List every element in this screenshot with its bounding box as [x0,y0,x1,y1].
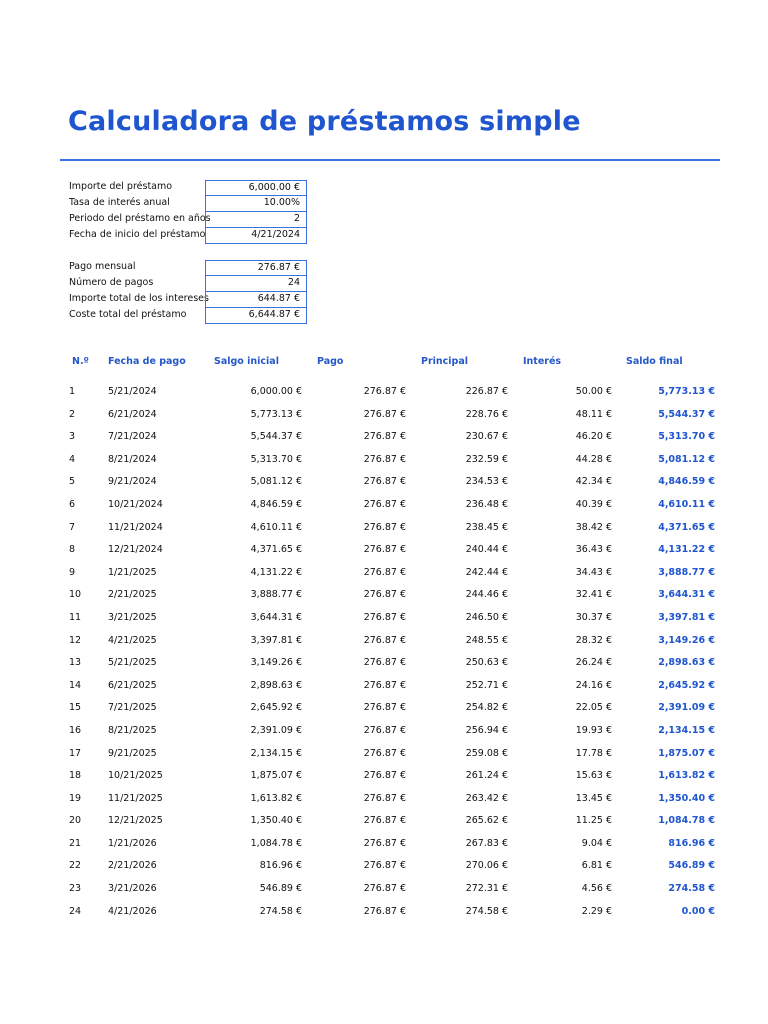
principal-amount-cell: 242.44 € [465,566,508,578]
payment-date-cell: 8/21/2024 [108,453,157,465]
payment-amount-cell: 276.87 € [363,905,406,917]
closing-balance-cell: 0.00 € [681,905,715,917]
interest-amount-cell: 34.43 € [575,566,612,578]
opening-balance-cell: 1,084.78 € [250,837,302,849]
payment-date-cell: 5/21/2024 [108,386,157,397]
interest-amount-cell: 13.45 € [575,792,612,804]
payment-date-cell: 2/21/2026 [108,860,157,872]
table-row [0,838,768,861]
opening-balance-cell: 3,149.26 € [250,657,302,669]
principal-amount-cell: 259.08 € [465,747,508,759]
table-row [0,454,768,477]
amortization-table-header [0,356,768,370]
monthly-payment-value: 276.87 € [205,260,307,276]
table-row [0,544,768,567]
payment-number-cell: 3 [69,431,76,443]
principal-amount-cell: 230.67 € [465,431,508,443]
table-row [0,386,768,409]
table-row [0,860,768,883]
principal-amount-cell: 261.24 € [465,770,508,782]
table-row [0,409,768,432]
column-header-payment: Pago [317,356,344,367]
payment-date-cell: 3/21/2025 [108,611,157,623]
interest-amount-cell: 26.24 € [575,657,612,669]
closing-balance-cell: 1,875.07 € [658,747,715,759]
table-row [0,883,768,906]
interest-amount-cell: 4.56 € [581,883,612,895]
principal-amount-cell: 270.06 € [465,860,508,872]
table-row [0,431,768,454]
payment-date-cell: 8/21/2025 [108,724,157,736]
closing-balance-cell: 2,391.09 € [658,702,715,714]
interest-amount-cell: 17.78 € [575,747,612,759]
closing-balance-cell: 2,898.63 € [658,657,715,669]
start-date-label: Fecha de inicio del préstamo [69,229,206,240]
table-row [0,815,768,838]
table-row [0,680,768,703]
table-row [0,635,768,658]
payment-amount-cell: 276.87 € [363,408,406,420]
opening-balance-cell: 4,610.11 € [250,521,302,533]
payment-number-cell: 14 [69,679,82,691]
payment-number-cell: 2 [69,408,76,420]
column-header-opening-balance: Salgo inicial [214,356,279,367]
opening-balance-cell: 5,081.12 € [250,476,302,488]
payment-amount-cell: 276.87 € [363,386,406,397]
principal-amount-cell: 240.44 € [465,544,508,556]
interest-amount-cell: 22.05 € [575,702,612,714]
interest-amount-cell: 24.16 € [575,679,612,691]
opening-balance-cell: 1,613.82 € [250,792,302,804]
total-interest-label: Importe total de los intereses [69,293,209,304]
column-header-principal: Principal [421,356,469,367]
payment-count-value: 24 [205,276,307,292]
page-title: Calculadora de préstamos simple [68,106,581,137]
payment-amount-cell: 276.87 € [363,611,406,623]
payment-amount-cell: 276.87 € [363,679,406,691]
start-date-field[interactable]: 4/21/2024 [205,228,307,244]
column-header-interest: Interés [523,356,562,367]
table-row [0,567,768,590]
loan-period-label: Periodo del préstamo en años [69,213,211,224]
payment-date-cell: 11/21/2025 [108,792,163,804]
opening-balance-cell: 3,644.31 € [250,611,302,623]
closing-balance-cell: 5,081.12 € [658,453,715,465]
interest-amount-cell: 48.11 € [575,408,612,420]
interest-amount-cell: 40.39 € [575,498,612,510]
table-row [0,499,768,522]
payment-amount-cell: 276.87 € [363,702,406,714]
opening-balance-cell: 1,350.40 € [250,815,302,827]
opening-balance-cell: 4,131.22 € [250,566,302,578]
interest-amount-cell: 30.37 € [575,611,612,623]
payment-number-cell: 15 [69,702,82,714]
payment-amount-cell: 276.87 € [363,815,406,827]
principal-amount-cell: 234.53 € [465,476,508,488]
payment-number-cell: 16 [69,724,82,736]
opening-balance-cell: 2,645.92 € [250,702,302,714]
payment-amount-cell: 276.87 € [363,883,406,895]
table-row [0,522,768,545]
payment-amount-cell: 276.87 € [363,453,406,465]
opening-balance-cell: 5,313.70 € [250,453,302,465]
closing-balance-cell: 1,350.40 € [658,792,715,804]
payment-amount-cell: 276.87 € [363,634,406,646]
closing-balance-cell: 1,613.82 € [658,770,715,782]
table-row [0,725,768,748]
opening-balance-cell: 816.96 € [259,860,302,872]
opening-balance-cell: 274.58 € [259,905,302,917]
closing-balance-cell: 4,371.65 € [658,521,715,533]
payment-date-cell: 2/21/2025 [108,589,157,601]
loan-period-field[interactable]: 2 [205,212,307,228]
closing-balance-cell: 4,610.11 € [658,498,715,510]
principal-amount-cell: 263.42 € [465,792,508,804]
principal-amount-cell: 274.58 € [465,905,508,917]
table-row [0,612,768,635]
principal-amount-cell: 226.87 € [465,386,508,397]
closing-balance-cell: 4,846.59 € [658,476,715,488]
principal-amount-cell: 232.59 € [465,453,508,465]
principal-amount-cell: 248.55 € [465,634,508,646]
payment-number-cell: 24 [69,905,82,917]
closing-balance-cell: 2,645.92 € [658,679,715,691]
payment-date-cell: 4/21/2025 [108,634,157,646]
payment-amount-cell: 276.87 € [363,792,406,804]
loan-amount-field[interactable]: 6,000.00 € [205,180,307,196]
opening-balance-cell: 5,544.37 € [250,431,302,443]
table-row [0,770,768,793]
loan-amount-label: Importe del préstamo [69,181,173,192]
column-header-payment-date: Fecha de pago [108,356,186,367]
interest-amount-cell: 44.28 € [575,453,612,465]
interest-amount-cell: 9.04 € [581,837,612,849]
principal-amount-cell: 256.94 € [465,724,508,736]
interest-rate-label: Tasa de interés anual [69,197,170,208]
table-row [0,476,768,499]
closing-balance-cell: 274.58 € [668,883,715,895]
opening-balance-cell: 1,875.07 € [250,770,302,782]
opening-balance-cell: 5,773.13 € [250,408,302,420]
principal-amount-cell: 246.50 € [465,611,508,623]
closing-balance-cell: 5,313.70 € [658,431,715,443]
monthly-payment-label: Pago mensual [69,261,136,272]
payment-date-cell: 12/21/2024 [108,544,163,556]
closing-balance-cell: 4,131.22 € [658,544,715,556]
payment-date-cell: 11/21/2024 [108,521,163,533]
payment-number-cell: 19 [69,792,82,804]
payment-amount-cell: 276.87 € [363,589,406,601]
principal-amount-cell: 244.46 € [465,589,508,601]
payment-number-cell: 8 [69,544,76,556]
payment-amount-cell: 276.87 € [363,860,406,872]
table-row [0,657,768,680]
total-cost-value: 6,644.87 € [205,308,307,324]
payment-date-cell: 12/21/2025 [108,815,163,827]
opening-balance-cell: 3,888.77 € [250,589,302,601]
payment-number-cell: 7 [69,521,76,533]
payment-date-cell: 10/21/2024 [108,498,163,510]
opening-balance-cell: 6,000.00 € [250,386,302,397]
payment-date-cell: 5/21/2025 [108,657,157,669]
interest-amount-cell: 15.63 € [575,770,612,782]
amortization-table-body [0,386,768,928]
closing-balance-cell: 3,149.26 € [658,634,715,646]
total-cost-label: Coste total del préstamo [69,309,187,320]
payment-amount-cell: 276.87 € [363,431,406,443]
payment-amount-cell: 276.87 € [363,521,406,533]
payment-number-cell: 20 [69,815,82,827]
closing-balance-cell: 3,888.77 € [658,566,715,578]
interest-amount-cell: 38.42 € [575,521,612,533]
table-row [0,906,768,929]
payment-number-cell: 13 [69,657,82,669]
closing-balance-cell: 5,544.37 € [658,408,715,420]
closing-balance-cell: 2,134.15 € [658,724,715,736]
opening-balance-cell: 3,397.81 € [250,634,302,646]
principal-amount-cell: 238.45 € [465,521,508,533]
title-divider [60,159,720,161]
principal-amount-cell: 250.63 € [465,657,508,669]
table-row [0,748,768,771]
interest-amount-cell: 32.41 € [575,589,612,601]
opening-balance-cell: 546.89 € [259,883,302,895]
payment-number-cell: 4 [69,453,76,465]
interest-amount-cell: 50.00 € [575,386,612,397]
payment-date-cell: 1/21/2025 [108,566,157,578]
payment-amount-cell: 276.87 € [363,544,406,556]
interest-amount-cell: 36.43 € [575,544,612,556]
payment-number-cell: 17 [69,747,82,759]
payment-number-cell: 9 [69,566,76,578]
table-row [0,702,768,725]
interest-amount-cell: 2.29 € [581,905,612,917]
payment-number-cell: 11 [69,611,82,623]
payment-date-cell: 7/21/2025 [108,702,157,714]
principal-amount-cell: 272.31 € [465,883,508,895]
payment-date-cell: 7/21/2024 [108,431,157,443]
interest-amount-cell: 28.32 € [575,634,612,646]
payment-date-cell: 6/21/2024 [108,408,157,420]
payment-date-cell: 6/21/2025 [108,679,157,691]
closing-balance-cell: 3,644.31 € [658,589,715,601]
payment-date-cell: 4/21/2026 [108,905,157,917]
opening-balance-cell: 2,391.09 € [250,724,302,736]
principal-amount-cell: 228.76 € [465,408,508,420]
payment-amount-cell: 276.87 € [363,566,406,578]
payment-count-label: Número de pagos [69,277,154,288]
interest-amount-cell: 11.25 € [575,815,612,827]
opening-balance-cell: 2,898.63 € [250,679,302,691]
payment-number-cell: 21 [69,837,82,849]
principal-amount-cell: 265.62 € [465,815,508,827]
table-row [0,589,768,612]
payment-amount-cell: 276.87 € [363,657,406,669]
payment-date-cell: 9/21/2025 [108,747,157,759]
payment-number-cell: 12 [69,634,82,646]
payment-number-cell: 1 [69,386,76,397]
payment-amount-cell: 276.87 € [363,837,406,849]
payment-amount-cell: 276.87 € [363,747,406,759]
payment-date-cell: 10/21/2025 [108,770,163,782]
principal-amount-cell: 254.82 € [465,702,508,714]
interest-amount-cell: 19.93 € [575,724,612,736]
payment-number-cell: 6 [69,498,76,510]
column-header-closing-balance: Saldo final [626,356,683,367]
payment-number-cell: 10 [69,589,82,601]
payment-amount-cell: 276.87 € [363,476,406,488]
payment-date-cell: 9/21/2024 [108,476,157,488]
interest-rate-field[interactable]: 10.00% [205,196,307,212]
payment-number-cell: 23 [69,883,82,895]
principal-amount-cell: 267.83 € [465,837,508,849]
table-row [0,793,768,816]
closing-balance-cell: 1,084.78 € [658,815,715,827]
payment-number-cell: 22 [69,860,82,872]
closing-balance-cell: 816.96 € [668,837,715,849]
payment-number-cell: 18 [69,770,82,782]
interest-amount-cell: 42.34 € [575,476,612,488]
closing-balance-cell: 5,773.13 € [658,386,715,397]
payment-date-cell: 3/21/2026 [108,883,157,895]
interest-amount-cell: 46.20 € [575,431,612,443]
opening-balance-cell: 4,846.59 € [250,498,302,510]
payment-number-cell: 5 [69,476,76,488]
opening-balance-cell: 4,371.65 € [250,544,302,556]
closing-balance-cell: 3,397.81 € [658,611,715,623]
principal-amount-cell: 236.48 € [465,498,508,510]
payment-date-cell: 1/21/2026 [108,837,157,849]
total-interest-value: 644.87 € [205,292,307,308]
principal-amount-cell: 252.71 € [465,679,508,691]
interest-amount-cell: 6.81 € [581,860,612,872]
payment-amount-cell: 276.87 € [363,498,406,510]
payment-amount-cell: 276.87 € [363,724,406,736]
opening-balance-cell: 2,134.15 € [250,747,302,759]
payment-amount-cell: 276.87 € [363,770,406,782]
closing-balance-cell: 546.89 € [668,860,715,872]
column-header-number: N.º [72,356,89,367]
